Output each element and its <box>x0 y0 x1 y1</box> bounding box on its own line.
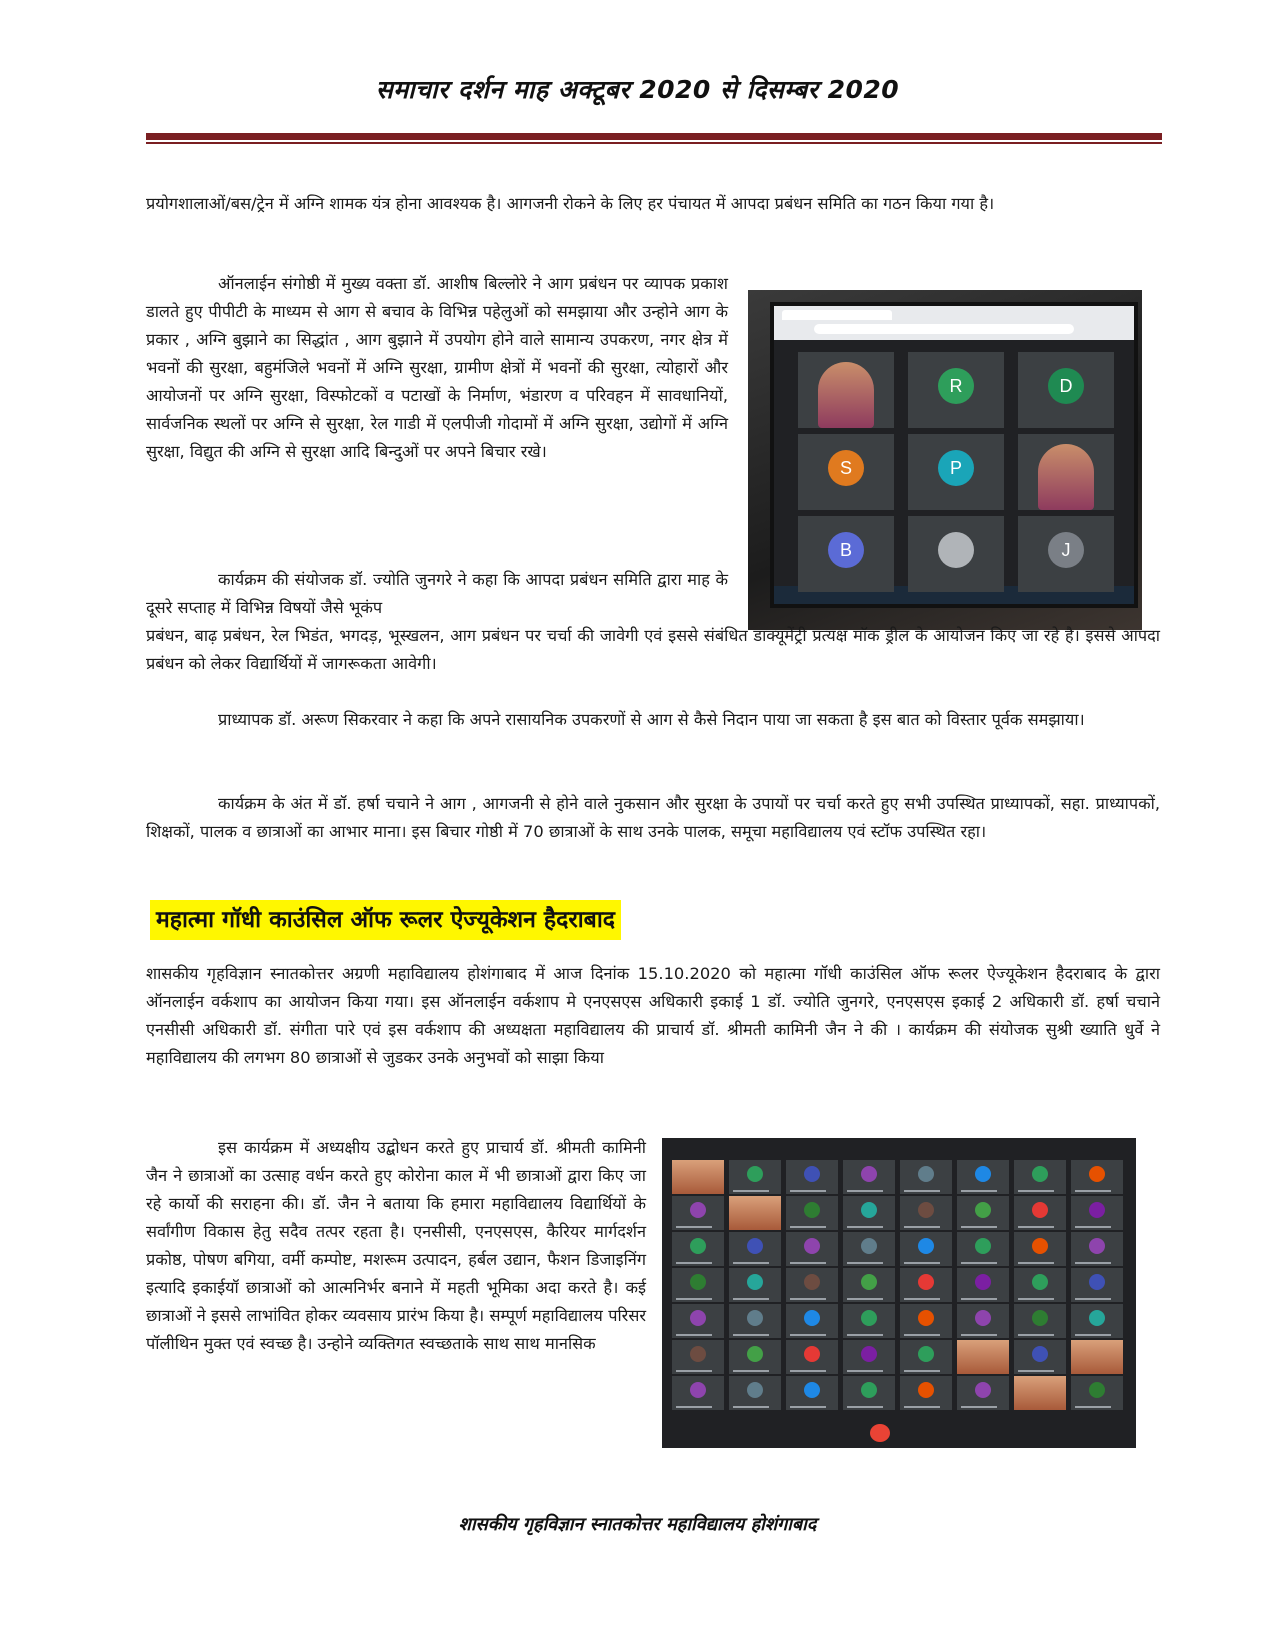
participant-avatar <box>804 1274 820 1290</box>
meet-participant-cell <box>1014 1160 1066 1194</box>
participant-avatar <box>690 1346 706 1362</box>
header-rule <box>146 133 1162 140</box>
participant-avatar <box>690 1382 706 1398</box>
participant-avatar <box>1089 1310 1105 1326</box>
paragraph-fire-management: ऑनलाईन संगोष्ठी में मुख्य वक्ता डॉ. आशीष बिल्लोरे ने आग प्रबंधन पर व्यापक प्रकाश डालते हुए पीपीटी के माध्यम से आग से बचाव के विभिन्न पहेलुओं को समझाया और उन्होने आग के प्रकार , अग्नि बुझाने का सिद्धांत , आग बुझाने में उपयोग होने वाले सामान्य उपकरण, नगर क्षेत्र में भवनों की सुरक्षा, बहुमंजिले भवनों में अग्नि सुरक्षा, ग्रामीण क्षेत्रों में भवनों की सुरक्षा, त्योहारों और आयोजनों पर अग्नि सुरक्षा, विस्फोटकों व पटाखों के निर्माण, भंडारण व परिवहन में सावधानियों, सार्वजनिक स्थलों पर अग्नि से सुरक्षा, रेल गाडी में एलपीजी गोदामों में अग्नि सुरक्षा, उद्योगों में अग्नि सुरक्षा, विद्युत की अग्नि से सुरक्षा आदि बिन्दुओं पर अपने बिचार रखे। <box>146 274 728 461</box>
participant-name-bar <box>1075 1406 1111 1408</box>
participant-avatar <box>1032 1202 1048 1218</box>
participant-name-bar <box>733 1262 769 1264</box>
participant-avatar <box>690 1238 706 1254</box>
participant-avatar <box>918 1310 934 1326</box>
meet-participant-cell <box>957 1196 1009 1230</box>
participant-name-bar <box>790 1334 826 1336</box>
participant-name-bar <box>676 1406 712 1408</box>
participant-video <box>818 362 874 428</box>
meet-participant-cell <box>1071 1196 1123 1230</box>
meet-participant-cell <box>1014 1304 1066 1338</box>
participant-name-bar <box>847 1370 883 1372</box>
participant-name-bar <box>733 1406 769 1408</box>
participant-avatar <box>975 1310 991 1326</box>
participant-avatar <box>690 1202 706 1218</box>
participant-avatar <box>1032 1310 1048 1326</box>
participant-name-bar <box>961 1190 997 1192</box>
participant-avatar <box>1089 1202 1105 1218</box>
paragraph-coordinator-b: प्रबंधन, बाढ़ प्रबंधन, रेल भिडंत, भगदड़, भूस्खलन, आग प्रबंधन पर चर्चा की जावेगी एवं इससे संबंधित डाक्यूमेंट्री प्रत्यक्ष मॉक ड्रील के आयोजन किए जा रहे है। इससे आपदा प्रबंधन को लेकर विद्यार्थियों में जागरूकता आवेगी। <box>146 626 1160 673</box>
paragraph-workshop: शासकीय गृहविज्ञान स्नातकोत्तर अग्रणी महाविद्यालय होशंगाबाद में आज दिनांक 15.10.2020 को महात्मा गॉधी काउंसिल ऑफ रूलर ऐज्यूकेशन हैदराबाद के द्वारा ऑनलाईन वर्कशाप का आयोजन किया गया। इस ऑनलाईन वर्कशाप मे एनएसएस अधिकारी इकाई 1 डॉ. ज्योति जुनगरे, एनएसएस इकाई 2 अधिकारी डॉ. हर्षा चचाने एनसीसी अधिकारी डॉ. संगीता पारे एवं इस वर्कशाप की अध्यक्षता महाविद्यालय की प्राचार्य डॉ. श्रीमती कामिनी जैन ने की । कार्यक्रम की संयोजक सुश्री ख्याति धुर्वे ने महाविद्यालय की लगभग 80 छात्राओं से जुडकर उनके अनुभवों को साझा किया <box>146 964 1160 1067</box>
participant-avatar <box>918 1238 934 1254</box>
participant-tile <box>798 352 894 428</box>
participant-name-bar <box>904 1262 940 1264</box>
participant-avatar <box>1089 1382 1105 1398</box>
participant-avatar <box>804 1238 820 1254</box>
participant-tile <box>1018 352 1114 428</box>
participant-avatar <box>918 1202 934 1218</box>
meet-participant-cell <box>729 1268 781 1302</box>
meet-participant-cell <box>900 1376 952 1410</box>
meet-participant-cell <box>786 1376 838 1410</box>
meet-participant-cell <box>786 1268 838 1302</box>
participant-avatar <box>1089 1166 1105 1182</box>
participant-name-bar <box>790 1226 826 1228</box>
meet-participant-cell <box>672 1268 724 1302</box>
meet-participant-cell <box>957 1268 1009 1302</box>
meet-grid-photo <box>662 1138 1136 1448</box>
meet-participant-cell <box>843 1160 895 1194</box>
participant-name-bar <box>790 1370 826 1372</box>
participant-avatar <box>804 1202 820 1218</box>
laptop-meeting-photo <box>748 290 1142 630</box>
participant-name-bar <box>676 1262 712 1264</box>
participant-avatar <box>747 1310 763 1326</box>
participant-avatar <box>938 532 974 568</box>
participant-avatar <box>690 1310 706 1326</box>
meet-participant-cell <box>729 1340 781 1374</box>
meet-participant-cell <box>900 1340 952 1374</box>
meet-participant-cell <box>843 1304 895 1338</box>
participant-avatar <box>975 1274 991 1290</box>
participant-name-bar <box>961 1334 997 1336</box>
participant-name-bar <box>676 1334 712 1336</box>
participant-avatar <box>1032 1238 1048 1254</box>
participant-avatar <box>804 1166 820 1182</box>
participant-name-bar <box>790 1298 826 1300</box>
participant-name-bar <box>847 1334 883 1336</box>
participant-name-bar <box>847 1262 883 1264</box>
meet-participant-cell <box>843 1340 895 1374</box>
participant-name-bar <box>904 1298 940 1300</box>
participant-avatar <box>975 1202 991 1218</box>
participant-avatar <box>747 1346 763 1362</box>
participant-name-bar <box>1018 1226 1054 1228</box>
meet-participant-cell <box>729 1160 781 1194</box>
participant-name-bar <box>790 1262 826 1264</box>
participant-avatar <box>918 1382 934 1398</box>
participant-name-bar <box>1018 1298 1054 1300</box>
meet-participant-cell <box>1071 1232 1123 1266</box>
participant-name-bar <box>961 1406 997 1408</box>
participant-avatar: D <box>1048 368 1084 404</box>
participant-name-bar <box>676 1370 712 1372</box>
meet-participant-cell <box>786 1340 838 1374</box>
meet-participant-cell <box>843 1232 895 1266</box>
paragraph-coordinator-a: कार्यक्रम की संयोजक डॉ. ज्योति जुनगरे ने कहा कि आपदा प्रबंधन समिति द्वारा माह के दूसरे सप्ताह में विभिन्न विषयों जैसे भूकंप <box>146 570 728 617</box>
participant-avatar <box>747 1382 763 1398</box>
participant-avatar <box>918 1166 934 1182</box>
participant-name-bar <box>904 1406 940 1408</box>
participant-tile <box>908 516 1004 592</box>
participant-avatar <box>747 1274 763 1290</box>
meet-participant-cell <box>1071 1268 1123 1302</box>
paragraph-principal: इस कार्यक्रम में अध्यक्षीय उद्बोधन करते हुए प्राचार्य डॉ. श्रीमती कामिनी जैन ने छात्राओं का उत्साह वर्धन करते हुए कोरोना काल में भी छात्राओं द्वारा किए जा रहे कार्यो की सराहना की। डॉ. जैन ने बताया कि हमारा महाविद्यालय विद्यार्थियों के सर्वांगीण विकास हेतु सदैव तत्पर रहता है। एनसीसी, एनएसएस, कैरियर मार्गदर्शन प्रकोष्ठ, पोषण बगिया, वर्मी कम्पोष्ट, मशरूम उत्पादन, हर्बल उद्यान, फैशन डिजाइनिंग इत्यादि इकाईयॉ छात्राओं को आत्मनिर्भर बनाने में महती भूमिका अदा करते है। कई छात्राओं ने इससे लाभांवित होकर व्यवसाय प्रारंभ किया है। सम्पूर्ण महाविद्यालय परिसर पॉलीथिन मुक्त एवं स्वच्छ है। उन्होने व्यक्तिगत स्वच्छताके साथ साथ मानसिक <box>146 1138 646 1353</box>
meet-participant-cell <box>1071 1376 1123 1410</box>
paragraph-closing: कार्यक्रम के अंत में डॉ. हर्षा चचाने ने आग , आगजनी से होने वाले नुकसान और सुरक्षा के उपायों पर चर्चा करते हुए सभी उपस्थित प्राध्यापकों, सहा. प्राध्यापकों, शिक्षकों, पालक व छात्राओं का आभार माना। इस बिचार गोष्ठी में 70 छात्राओं के साथ उनके पालक, समूचा महाविद्यालय एवं स्टॉफ उपस्थित रहा। <box>146 794 1160 841</box>
participant-name-bar <box>961 1298 997 1300</box>
participant-name-bar <box>1018 1370 1054 1372</box>
meet-participant-cell <box>786 1232 838 1266</box>
participant-avatar <box>975 1382 991 1398</box>
participant-name-bar <box>733 1298 769 1300</box>
meet-participant-cell <box>957 1160 1009 1194</box>
participant-tile <box>798 434 894 510</box>
meet-participant-cell <box>729 1232 781 1266</box>
meet-participant-cell <box>672 1196 724 1230</box>
meet-participant-cell <box>672 1340 724 1374</box>
meet-participant-cell <box>729 1196 781 1230</box>
participant-name-bar <box>904 1226 940 1228</box>
meet-participant-cell <box>900 1232 952 1266</box>
participant-name-bar <box>676 1298 712 1300</box>
meet-participant-cell <box>957 1304 1009 1338</box>
participant-tile <box>1018 516 1114 592</box>
meet-participant-cell <box>957 1376 1009 1410</box>
meet-participant-cell <box>786 1196 838 1230</box>
meet-participant-cell <box>786 1160 838 1194</box>
meet-participant-cell <box>1071 1304 1123 1338</box>
participant-name-bar <box>733 1334 769 1336</box>
meet-participant-cell <box>1014 1232 1066 1266</box>
participant-avatar <box>747 1166 763 1182</box>
header-rule-thin <box>146 142 1162 144</box>
meet-participant-cell <box>1071 1160 1123 1194</box>
meet-participant-cell <box>1014 1268 1066 1302</box>
meet-participant-cell <box>957 1232 1009 1266</box>
paragraph-intro: प्रयोगशालाओं/बस/ट्रेन में अग्नि शामक यंत्र होना आवश्यक है। आगजनी रोकने के लिए हर पंचायत में आपदा प्रबंधन समिति का गठन किया गया है। <box>146 194 995 213</box>
page-footer: शासकीय गृहविज्ञान स्नातकोत्तर महाविद्यालय होशंगाबाद <box>458 1514 817 1535</box>
participant-avatar: B <box>828 532 864 568</box>
participant-name-bar <box>1075 1226 1111 1228</box>
participant-avatar <box>861 1166 877 1182</box>
participant-avatar <box>1032 1274 1048 1290</box>
meet-participant-cell <box>1014 1340 1066 1374</box>
participant-name-bar <box>790 1406 826 1408</box>
participant-avatar <box>1032 1346 1048 1362</box>
participant-name-bar <box>904 1370 940 1372</box>
participant-avatar <box>861 1382 877 1398</box>
participant-name-bar <box>1018 1262 1054 1264</box>
meet-participant-cell <box>900 1196 952 1230</box>
participant-tile <box>908 352 1004 428</box>
section-heading: महात्मा गॉधी काउंसिल ऑफ रूलर ऐज्यूकेशन हैदराबाद <box>150 900 621 940</box>
participant-avatar <box>747 1238 763 1254</box>
meet-participant-cell <box>672 1304 724 1338</box>
participant-name-bar <box>733 1370 769 1372</box>
meet-participant-cell <box>729 1376 781 1410</box>
meet-participant-cell <box>672 1232 724 1266</box>
meet-participant-cell <box>843 1268 895 1302</box>
participant-name-bar <box>790 1190 826 1192</box>
participant-avatar <box>861 1202 877 1218</box>
participant-name-bar <box>1018 1190 1054 1192</box>
meet-participant-cell <box>900 1160 952 1194</box>
participant-avatar: R <box>938 368 974 404</box>
meet-participant-cell <box>1014 1196 1066 1230</box>
paragraph-professor: प्राध्यापक डॉ. अरूण सिकरवार ने कहा कि अपने रासायनिक उपकरणों से आग से कैसे निदान पाया जा सकता है इस बात को विस्तार पूर्वक समझाया। <box>218 710 1085 729</box>
participant-name-bar <box>676 1226 712 1228</box>
participant-name-bar <box>1075 1190 1111 1192</box>
participant-name-bar <box>1075 1334 1111 1336</box>
participant-avatar <box>804 1310 820 1326</box>
participant-name-bar <box>961 1262 997 1264</box>
meet-participant-cell <box>957 1340 1009 1374</box>
meet-participant-cell <box>900 1304 952 1338</box>
participant-avatar <box>1032 1166 1048 1182</box>
participant-avatar: S <box>828 450 864 486</box>
participant-avatar <box>1089 1274 1105 1290</box>
participant-avatar <box>804 1346 820 1362</box>
page-title: समाचार दर्शन माह अक्टूबर 2020 से दिसम्बर 2020 <box>375 75 900 104</box>
participant-name-bar <box>847 1190 883 1192</box>
participant-avatar: J <box>1048 532 1084 568</box>
participant-tile <box>798 516 894 592</box>
meet-participant-cell <box>1014 1376 1066 1410</box>
participant-avatar <box>861 1346 877 1362</box>
participant-avatar <box>975 1166 991 1182</box>
participant-avatar: P <box>938 450 974 486</box>
participant-avatar <box>690 1274 706 1290</box>
participant-name-bar <box>847 1406 883 1408</box>
participant-name-bar <box>847 1298 883 1300</box>
meet-participant-cell <box>843 1196 895 1230</box>
participant-name-bar <box>961 1226 997 1228</box>
participant-avatar <box>861 1238 877 1254</box>
participant-tile <box>908 434 1004 510</box>
meet-participant-cell <box>843 1376 895 1410</box>
meet-participant-cell <box>1071 1340 1123 1374</box>
meet-participant-cell <box>672 1376 724 1410</box>
participant-name-bar <box>733 1190 769 1192</box>
participant-name-bar <box>1018 1334 1054 1336</box>
participant-video <box>1038 444 1094 510</box>
participant-avatar <box>861 1310 877 1326</box>
meet-participant-cell <box>786 1304 838 1338</box>
participant-tile <box>1018 434 1114 510</box>
participant-name-bar <box>904 1190 940 1192</box>
participant-avatar <box>1089 1238 1105 1254</box>
participant-avatar <box>861 1274 877 1290</box>
participant-name-bar <box>847 1226 883 1228</box>
participant-avatar <box>804 1382 820 1398</box>
meet-participant-cell <box>672 1160 724 1194</box>
participant-name-bar <box>904 1334 940 1336</box>
meet-participant-cell <box>729 1304 781 1338</box>
participant-name-bar <box>1075 1262 1111 1264</box>
participant-avatar <box>918 1274 934 1290</box>
participant-name-bar <box>1075 1298 1111 1300</box>
meet-participant-cell <box>900 1268 952 1302</box>
participant-avatar <box>975 1238 991 1254</box>
participant-avatar <box>918 1346 934 1362</box>
